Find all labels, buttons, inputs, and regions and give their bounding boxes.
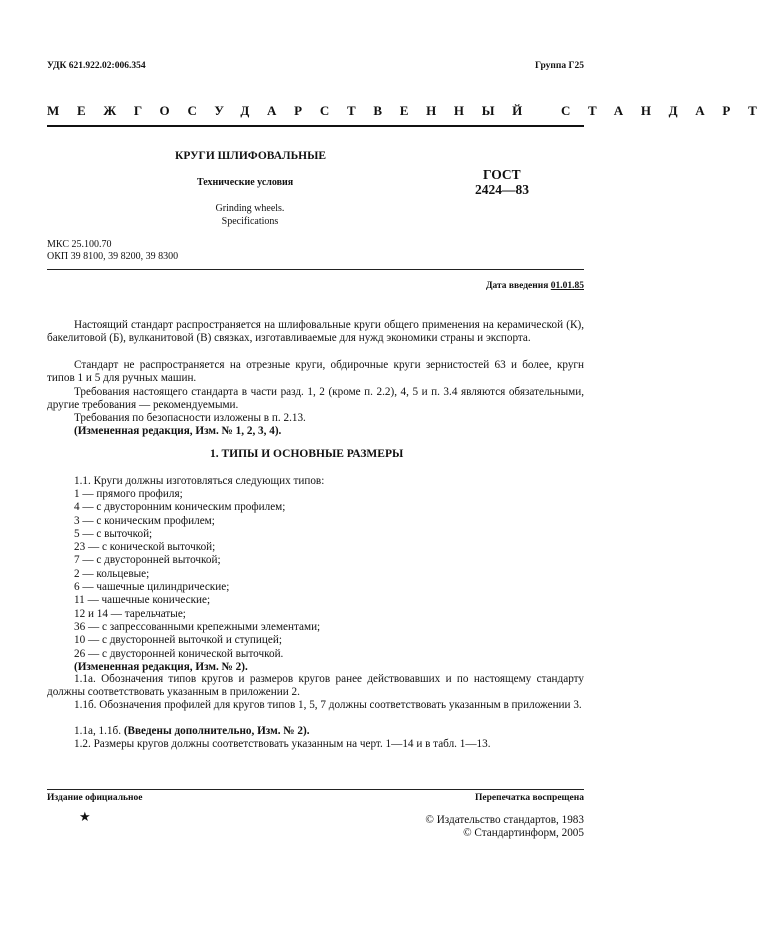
copyright-1983: © Издательство стандартов, 1983 [425, 814, 584, 826]
udk-code: УДК 621.922.02:006.354 [47, 61, 146, 71]
intro-paragraph-3: Требования настоящего стандарта в части разд. 1, 2 (кроме п. 2.2), 4, 5 и п. 3.4 являются обязательными, другие требования — рекомендуемыми. [47, 386, 584, 412]
intro-date [486, 281, 584, 291]
clause-1-1b: 1.1б. Обозначения профилей для кругов типов 1, 5, 7 должны соответствовать указанным в приложении 3. [74, 699, 582, 711]
reprint-notice: Перепечатка воспрещена [474, 793, 584, 803]
footer-divider [47, 789, 584, 790]
mks-code: МКС 25.100.70 [47, 239, 112, 250]
group-code: Группа Г25 [535, 61, 584, 71]
clause-1-1a: 1.1а. Обозначения типов кругов и размеров кругов ранее действовавших и по настоящему стандарту должны соответствовать указанным в приложении 2. [47, 673, 584, 699]
types-amendment: (Измененная редакция, Изм. № 2). [74, 660, 248, 673]
clause-1-1ab-note [74, 725, 310, 738]
type-item: 11 — чашечные конические; [74, 594, 211, 607]
type-item: 3 — с коническим профилем; [74, 514, 215, 527]
intro-amendment: (Измененная редакция, Изм. № 1, 2, 3, 4). [74, 425, 282, 437]
clause-1-1ab-prefix: 1.1а, 1.1б. [74, 725, 122, 737]
intro-date-value: 01.01.85 [550, 281, 584, 291]
official-edition: Издание официальное [47, 793, 143, 803]
type-item: 6 — чашечные цилиндрические; [74, 581, 230, 594]
standard-banner: МЕЖГОСУДАРСТВЕННЫЙ СТАНДАРТ [47, 103, 775, 118]
intro-paragraph-2: Стандарт не распространяется на отрезные круги, обдирочные круги зернистостей 63 и более, кругн типов 1 и 5 для ручных машин. [47, 359, 584, 385]
section-1-heading: 1. ТИПЫ И ОСНОВНЫЕ РАЗМЕРЫ [210, 448, 404, 460]
clause-1-2: 1.2. Размеры кругов должны соответствовать указанным на черт. 1—14 и в табл. 1—13. [74, 738, 491, 750]
type-item: 36 — с запрессованными крепежными элементами; [74, 620, 321, 633]
type-item: 2 — кольцевые; [74, 567, 150, 580]
type-item: 7 — с двусторонней выточкой; [74, 554, 221, 567]
intro-date-label: Дата введения [485, 281, 549, 291]
star-icon: ★ [79, 809, 91, 824]
clause-1-1: 1.1. Круги должны изготовляться следующих типов: [74, 475, 325, 487]
intro-paragraph-1: Настоящий стандарт распространяется на шлифовальные круги общего применения на керамической (К), бакелитовой (Б), вулканитовой (В) связках, изготавливаемые для нужд экономики страны и экспорта. [47, 319, 584, 345]
type-item: 4 — с двусторонним коническим профилем; [74, 501, 286, 514]
type-item: 23 — с конической выточкой; [74, 541, 216, 554]
gost-label: ГОСТ [483, 167, 521, 182]
copyright-2005: © Стандартинформ, 2005 [463, 827, 584, 839]
intro-paragraph-4: Требования по безопасности изложены в п. 2.13. [74, 412, 306, 424]
type-item: 12 и 14 — тарельчатые; [74, 607, 186, 620]
document-title: КРУГИ ШЛИФОВАЛЬНЫЕ [175, 150, 327, 162]
types-list [74, 488, 320, 674]
document-subtitle: Технические условия [197, 177, 294, 188]
type-item: 26 — с двусторонней конической выточкой. [74, 647, 284, 660]
english-title-1: Grinding wheels. [215, 203, 285, 214]
gost-number: 2424—83 [475, 182, 529, 197]
type-item: 5 — с выточкой; [74, 527, 153, 540]
type-item: 10 — с двусторонней выточкой и ступицей; [74, 634, 282, 647]
okp-code: ОКП 39 8100, 39 8200, 39 8300 [47, 251, 179, 262]
type-item: 1 — прямого профиля; [74, 488, 183, 500]
codes-divider [47, 269, 584, 270]
english-title-2: Specifications [221, 216, 279, 227]
clause-1-1ab-amendment: (Введены дополнительно, Изм. № 2). [123, 725, 310, 737]
header-divider [47, 125, 584, 127]
